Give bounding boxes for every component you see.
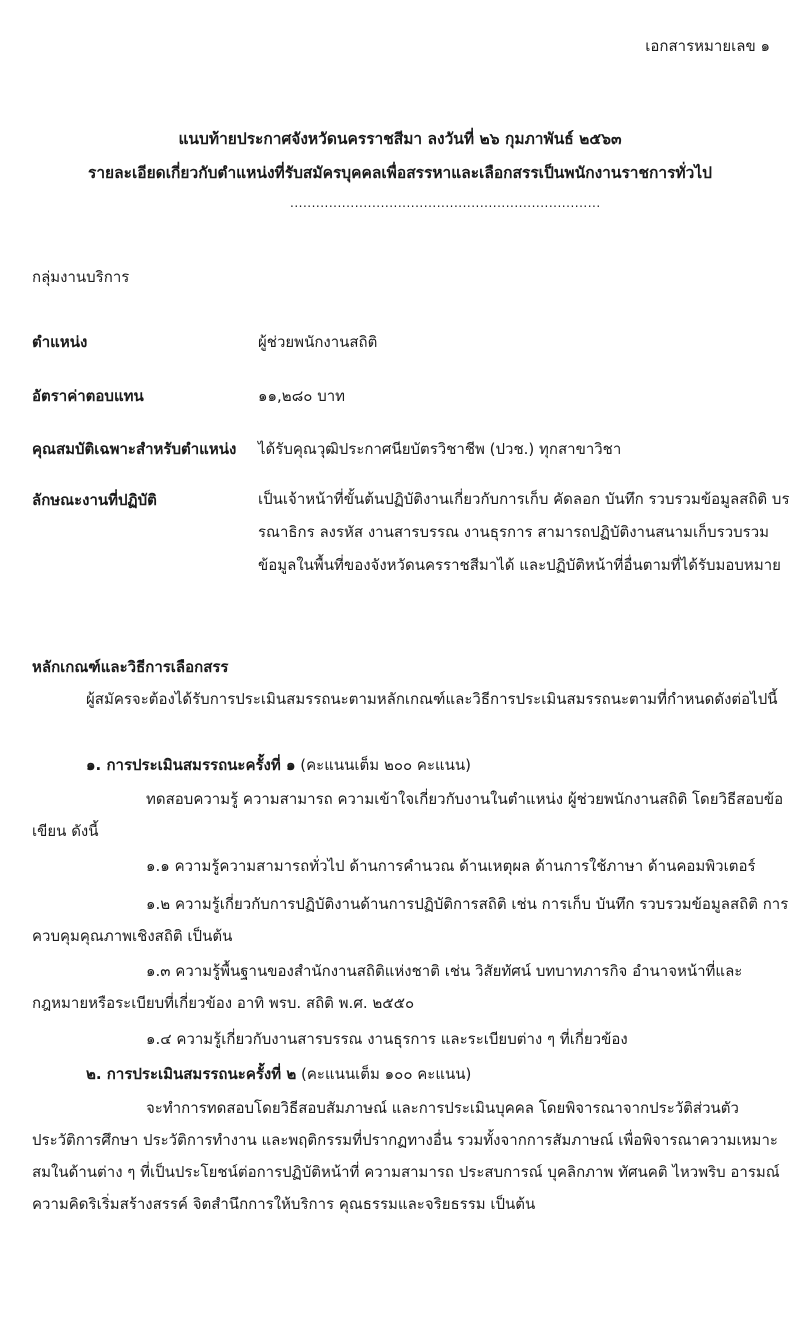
job-group: กลุ่มงานบริการ: [32, 268, 130, 286]
round1-item-1: ๑.๑ ความรู้ความสามารถทั่วไป ด้านการคำนวณ ด้านเหตุผล ด้านการใช้ภาษา ด้านคอมพิวเตอร์: [146, 857, 756, 875]
round1-score: (คะแนนเต็ม ๒๐๐ คะแนน): [300, 756, 472, 774]
duties-text: เป็นเจ้าหน้าที่ขั้นต้นปฏิบัติงานเกี่ยวกับการเก็บ คัดลอก บันทึก รวบรวมข้อมูลสถิติ บรรณาธิกร ลงรหัส งานสารบรรณ งานธุรการ สามารถปฏิบัติงานสนามเก็บรวบรวมข้อมูลในพื้นที่ของจังหวัดนครราชสีมาได้ และปฏิบัติหน้าที่อื่นตามที่ได้รับมอบหมาย: [258, 490, 790, 574]
criteria-heading: หลักเกณฑ์และวิธีการเลือกสรร: [32, 658, 229, 676]
round1-item-2: ๑.๒ ความรู้เกี่ยวกับการปฏิบัติงานด้านการปฏิบัติการสถิติ เช่น การเก็บ บันทึก รวบรวมข้อมูลสถิติ การควบคุมคุณภาพเชิงสถิติ เป็นต้น: [32, 895, 789, 945]
round2-score: (คะแนนเต็ม ๑๐๐ คะแนน): [301, 1065, 472, 1083]
salary-value: ๑๑,๒๘๐ บาท: [258, 387, 346, 405]
round1-description: ทดสอบความรู้ ความสามารถ ความเข้าใจเกี่ยวกับงานในตำแหน่ง ผู้ช่วยพนักงานสถิติ โดยวิธีสอบข้อเขียน ดังนี้: [32, 790, 784, 840]
round2-heading: ๒. การประเมินสมรรถนะครั้งที่ ๒: [86, 1065, 297, 1083]
qualification-value: ได้รับคุณวุฒิประกาศนียบัตรวิชาชีพ (ปวช.) ทุกสาขาวิชา: [258, 440, 622, 458]
qualification-label: คุณสมบัติเฉพาะสำหรับตำแหน่ง: [32, 440, 237, 458]
round2-header: [86, 1058, 786, 1090]
round1-heading: ๑. การประเมินสมรรถนะครั้งที่ ๑: [86, 756, 296, 774]
criteria-intro: ผู้สมัครจะต้องได้รับการประเมินสมรรถนะตามหลักเกณฑ์และวิธีการประเมินสมรรถนะตามที่กำหนดดังต่อไปนี้: [86, 690, 778, 708]
separator-line: ........................................................................: [290, 196, 601, 210]
position-value: ผู้ช่วยพนักงานสถิติ: [258, 333, 378, 351]
announcement-subtitle: รายละเอียดเกี่ยวกับตำแหน่งที่รับสมัครบุคคลเพื่อสรรหาและเลือกสรรเป็นพนักงานราชการทั่วไป: [88, 164, 712, 182]
position-label: ตำแหน่ง: [32, 333, 88, 351]
round2-description: จะทำการทดสอบโดยวิธีสอบสัมภาษณ์ และการประเมินบุคคล โดยพิจารณาจากประวัติส่วนตัว ประวัติการศึกษา ประวัติการทำงาน และพฤติกรรมที่ปรากฏทางอื่น รวมทั้งจากการสัมภาษณ์ เพื่อพิจารณาความเหมาะสมในด้านต่าง ๆ ที่เป็นประโยชน์ต่อการปฏิบัติหน้าที่ ความสามารถ ประสบการณ์ บุคลิกภาพ ทัศนคติ ไหวพริบ อารมณ์ ความคิดริเริ่มสร้างสรรค์ จิตสำนึกการให้บริการ คุณธรรมและจริยธรรม เป็นต้น: [32, 1099, 780, 1213]
round1-item-3: ๑.๓ ความรู้พื้นฐานของสำนักงานสถิติแห่งชาติ เช่น วิสัยทัศน์ บทบาทภารกิจ อำนาจหน้าที่และกฎหมายหรือระเบียบที่เกี่ยวข้อง อาทิ พรบ. สถิติ พ.ศ. ๒๕๕๐: [32, 962, 743, 1012]
duties-label: ลักษณะงานที่ปฏิบัติ: [32, 491, 157, 509]
round1-item-4: ๑.๔ ความรู้เกี่ยวกับงานสารบรรณ งานธุรการ และระเบียบต่าง ๆ ที่เกี่ยวข้อง: [146, 1030, 628, 1048]
announcement-title: แนบท้ายประกาศจังหวัดนครราชสีมา ลงวันที่ ๒๖ กุมภาพันธ์ ๒๕๖๓: [178, 130, 622, 148]
salary-label: อัตราค่าตอบแทน: [32, 387, 144, 405]
document-number: เอกสารหมายเลข ๑: [645, 37, 770, 55]
round1-header: [86, 749, 786, 781]
